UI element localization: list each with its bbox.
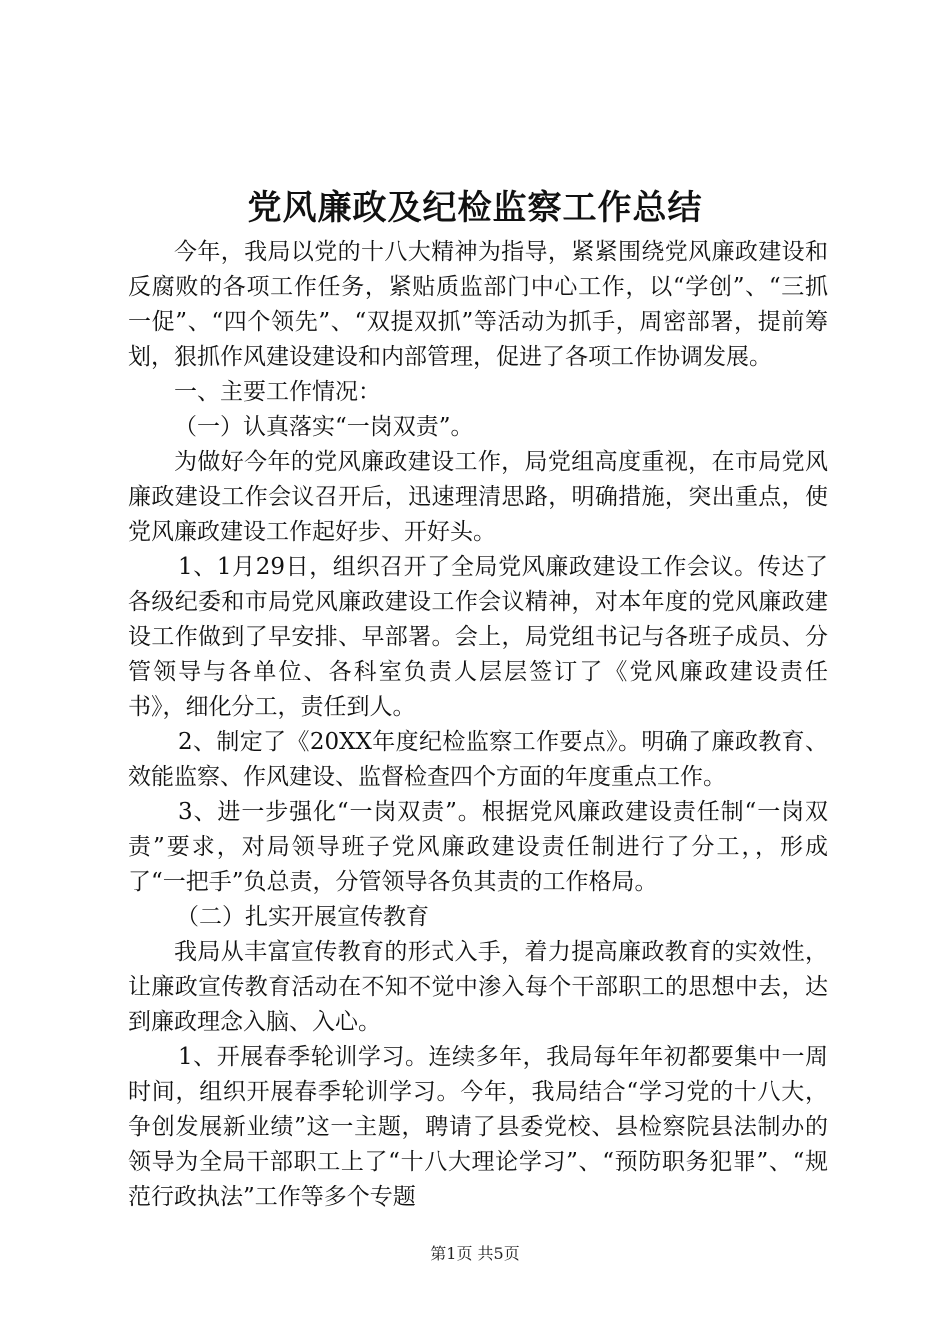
paragraph-item-2-work-points: 2、制定了《20XX年度纪检监察工作要点》。明确了廉政教育、效能监察、作风建设、监督检查四个方面的年度重点工作。 bbox=[128, 729, 828, 790]
subsection-heading-one-post-two-duties: （一）认真落实“一岗双责”。 bbox=[174, 414, 474, 440]
paragraph-item-1-spring-training: 1、开展春季轮训学习。连续多年，我局每年年初都要集中一周时间，组织开展春季轮训学习。今年，我局结合“学习党的十八大，争创发展新业绩”这一主题，聘请了县委党校、县检察院县法制办的领导为全局干部职工上了“十八大理论学习”、“预防职务犯罪”、“规范行政执法”工作等多个专题 bbox=[128, 1044, 828, 1210]
subsection-heading-education: （二）扎实开展宣传教育 bbox=[176, 904, 429, 930]
document-title: 党风廉政及纪检监察工作总结 bbox=[247, 188, 703, 228]
paragraph-education-intro: 我局从丰富宣传教育的形式入手，着力提高廉政教育的实效性，让廉政宣传教育活动在不知不觉中渗入每个干部职工的思想中去，达到廉政理念入脑、入心。 bbox=[128, 939, 828, 1035]
page-footer: 第1页 共5页 bbox=[430, 1244, 520, 1263]
paragraph-intro: 今年，我局以党的十八大精神为指导，紧紧围绕党风廉政建设和反腐败的各项工作任务，紧贴质监部门中心工作，以“学创”、“三抓一促”、“四个领先”、“双提双抓”等活动为抓手，周密部署，提前筹划，狠抓作风建设建设和内部管理，促进了各项工作协调发展。 bbox=[128, 239, 828, 370]
paragraph-item-3-strengthen: 3、进一步强化“一岗双责”。根据党风廉政建设责任制“一岗双责”要求，对局领导班子党风廉政建设责任制进行了分工，，形成了“一把手”负总责，分管领导各负其责的工作格局。 bbox=[128, 799, 828, 895]
paragraph-item-1-meeting: 1、1月29日，组织召开了全局党风廉政建设工作会议。传达了各级纪委和市局党风廉政建设工作会议精神，对本年度的党风廉政建设工作做到了早安排、早部署。会上，局党组书记与各班子成员、分管领导与各单位、各科室负责人层层签订了《党风廉政建设责任书》，细化分工，责任到人。 bbox=[128, 554, 828, 720]
paragraph-party-building: 为做好今年的党风廉政建设工作，局党组高度重视，在市局党风廉政建设工作会议召开后，迅速理清思路，明确措施，突出重点，使党风廉政建设工作起好步、开好头。 bbox=[128, 449, 828, 545]
section-heading-main-work: 一、主要工作情况： bbox=[174, 379, 381, 405]
document-body bbox=[128, 235, 828, 1215]
